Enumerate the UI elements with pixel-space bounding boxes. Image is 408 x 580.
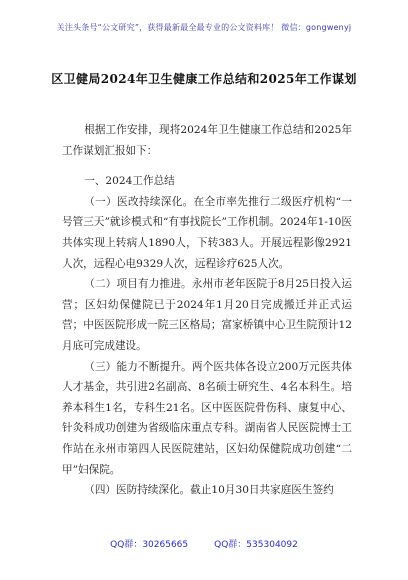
footer-contact	[0, 537, 408, 550]
paragraph-reform: （一）医改持续深化。在全市率先推行二级医疗机构“一号管三天”就诊模式和“有事找院长”工作机制。2024年1-10医共体实现上转病人1890人，下转383人。开展远程影像2921人次，远程心电9329人次，远程诊疗625人次。	[62, 195, 352, 270]
header-banner: 关注头条号“公文研究”，获得最新最全最专业的公文资料库！ 微信：gongwenyj	[56, 23, 352, 32]
qq-group-1: QQ群：30265665	[110, 540, 189, 550]
intro-paragraph: 根据工作安排，现将2024年卫生健康工作总结和2025年工作谋划汇报如下：	[62, 124, 352, 157]
paragraph-projects: （二）项目有力推进。永州市老年医院于8月25日投入运营；区妇幼保健院已于2024年1月20日完成搬迁并正式运营；中医医院形成一院三区格局；富家桥镇中心卫生院预计12月底可完成建设。	[62, 278, 352, 352]
document-body	[62, 120, 352, 501]
section-heading: 一、2024工作总结	[84, 175, 175, 188]
qq-group-2: QQ群：535304092	[214, 540, 298, 550]
paragraph-capacity: （三）能力不断提升。两个医共体各设立200万元医共体人才基金，共引进2名副高、8名硕士研究生、4名本科生。培养本科生1名，专科生21名。区中医医院骨伤科、康复中心、针灸科成功创建为省级临床重点专科。湖南省人民医院博士工作站在永州市第四人民医院建站，区妇幼保健院成功创建“二甲”妇保院。	[62, 360, 352, 476]
document-title: 区卫健局2024年卫生健康工作总结和2025年工作谋划	[51, 72, 357, 86]
paragraph-prevention: （四）医防持续深化。截止10月30日共家庭医生签约	[84, 484, 334, 497]
